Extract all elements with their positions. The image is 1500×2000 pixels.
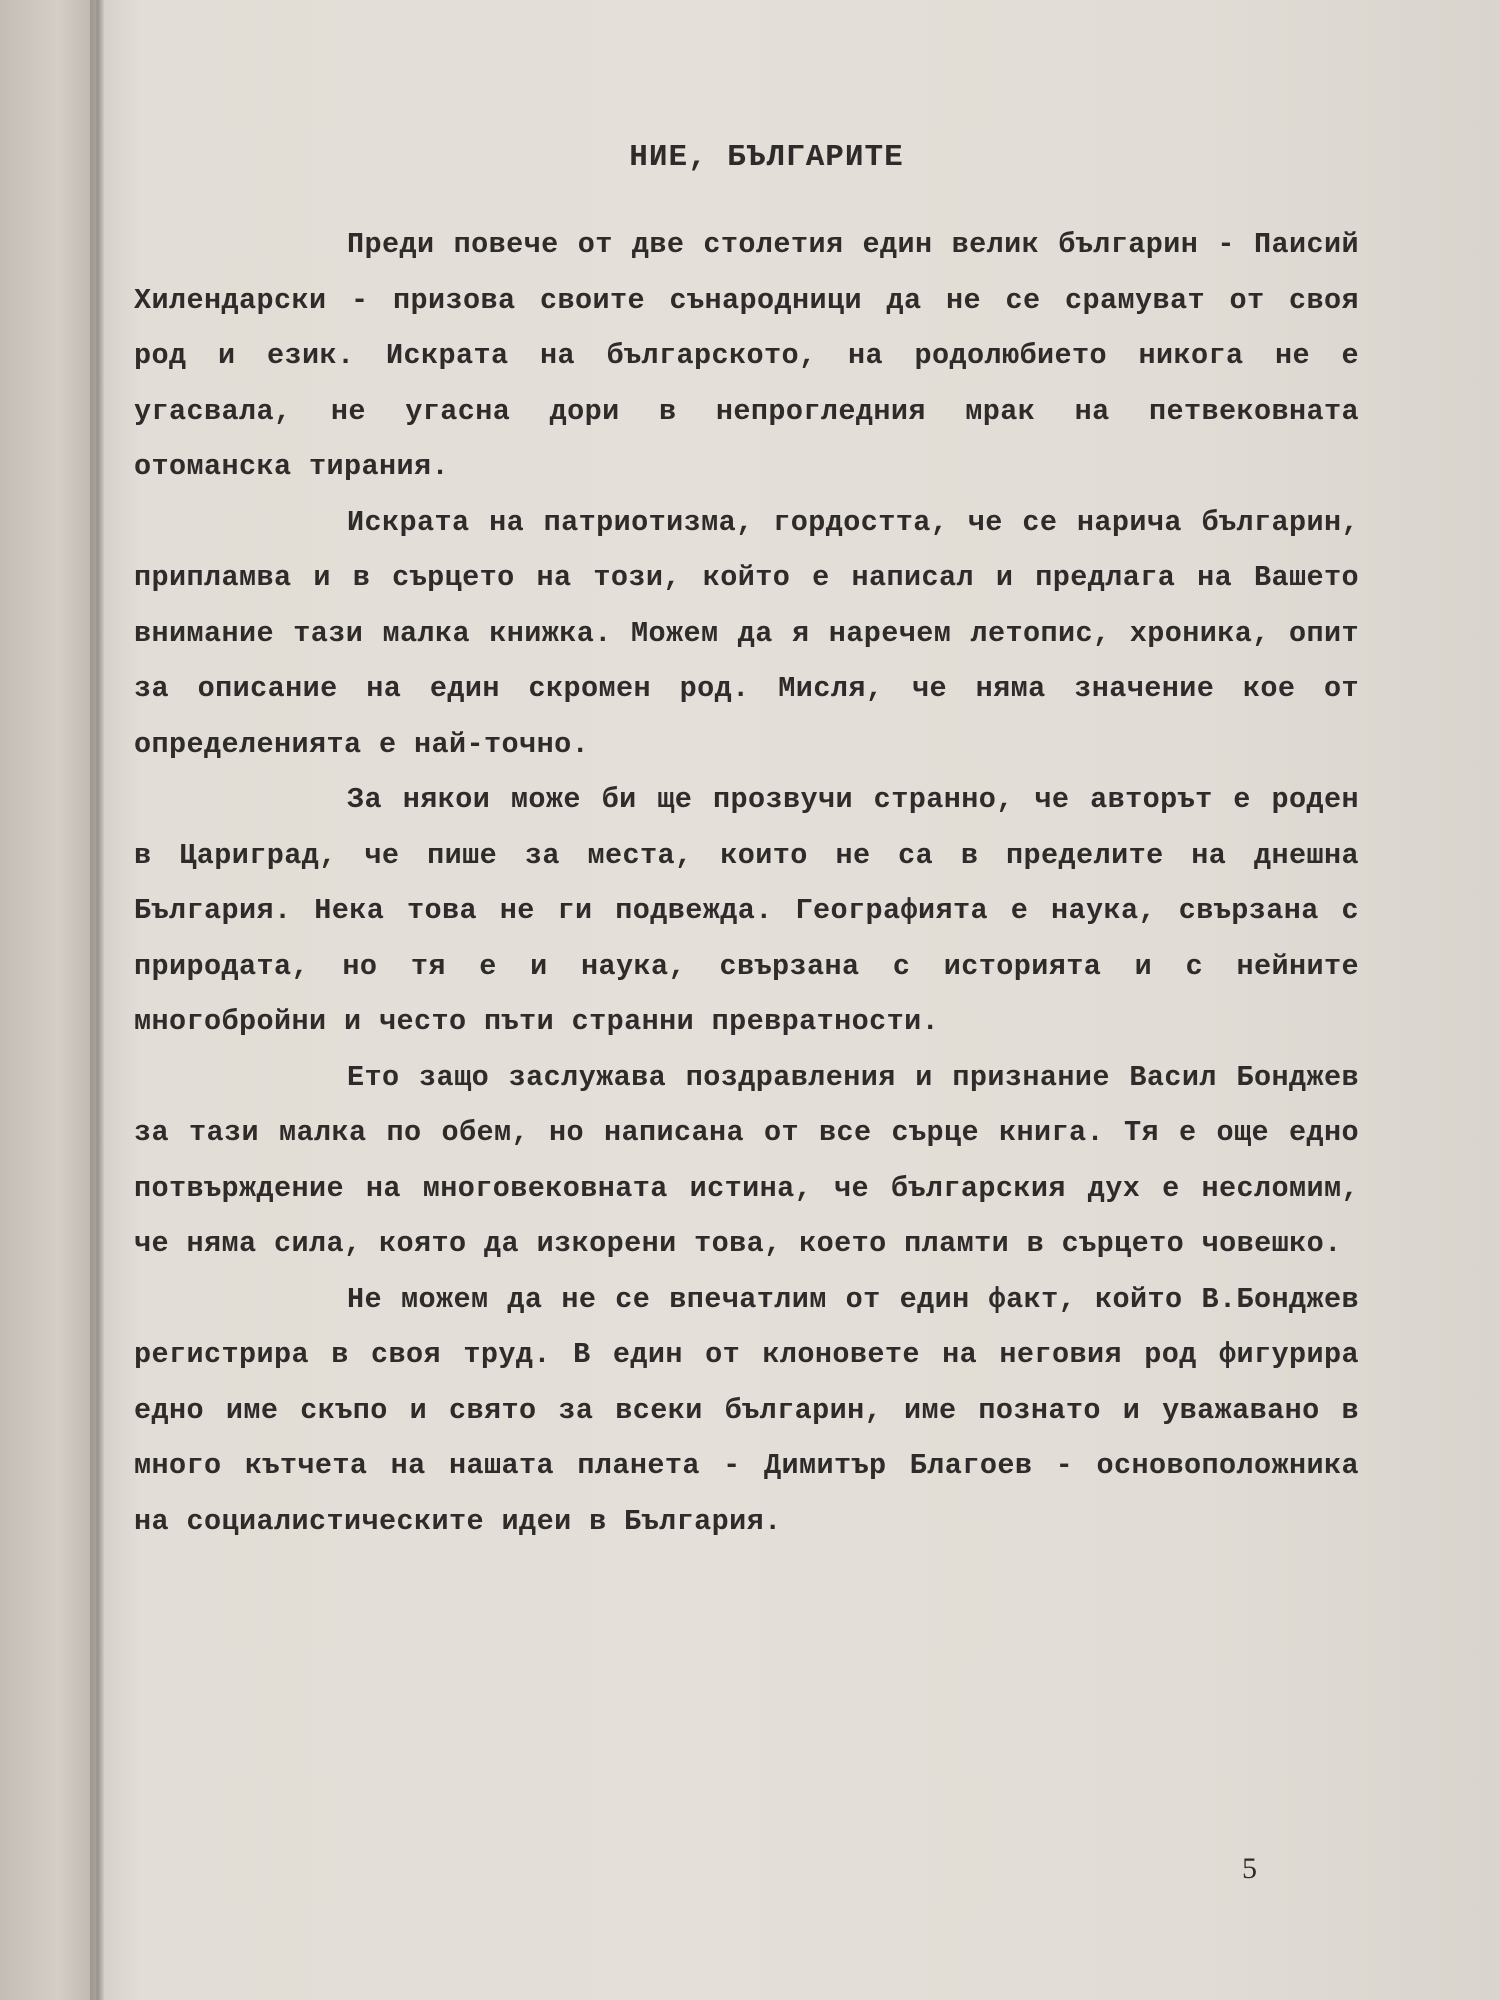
paragraph-5: Не можем да не се впечатлим от един факт, който В.Бонджев регистрира в своя труд. В един от клоновете на неговия род фигурира едно име скъпо и свято за всеки българин, име познато и уважавано в много кътчета на нашата планета - Димитър Благоев - основоположника на социалистическите идеи в България. (134, 1282, 1359, 1538)
book-page (104, 0, 1500, 2000)
paragraph-3: За някои може би ще прозвучи странно, че авторът е роден в Цариград, че пише за места, които не са в пределите на днешна България. Нека това не ги подвежда. Географията е наука, свързана с природата, но тя е и наука, свързана с историята и с нейните многобройни и често пъти странни превратности. (134, 783, 1359, 1038)
left-page-edge (0, 0, 96, 2000)
page-title: НИЕ, БЪЛГАРИТЕ (629, 140, 904, 175)
paragraph-1: Преди повече от две столетия един велик българин - Паисий Хилендарски - призова своите сънародници да не се срамуват от своя род и език. Искрата на българското, на родолюбието никога не е угасвала, не угасна дори в непрогледния мрак на петвековната отоманска тирания. (134, 228, 1359, 483)
page-text-block (134, 140, 1359, 1549)
book-spine-shadow (90, 0, 104, 2000)
page-number: 5 (1242, 1852, 1257, 1885)
paragraph-4: Ето защо заслужава поздравления и признание Васил Бонджев за тази малка по обем, но написана от все сърце книга. Тя е още едно потвърждение на многовековната истина, че българския дух е несломим, че няма сила, която да изкорени това, което пламти в сърцето човешко. (134, 1060, 1359, 1260)
paragraph-2: Искрата на патриотизма, гордостта, че се нарича българин, припламва и в сърцето на този, който е написал и предлага на Вашето внимание тази малка книжка. Можем да я наречем летопис, хроника, опит за описание на един скромен род. Мисля, че няма значение кое от определенията е най-точно. (134, 505, 1359, 761)
